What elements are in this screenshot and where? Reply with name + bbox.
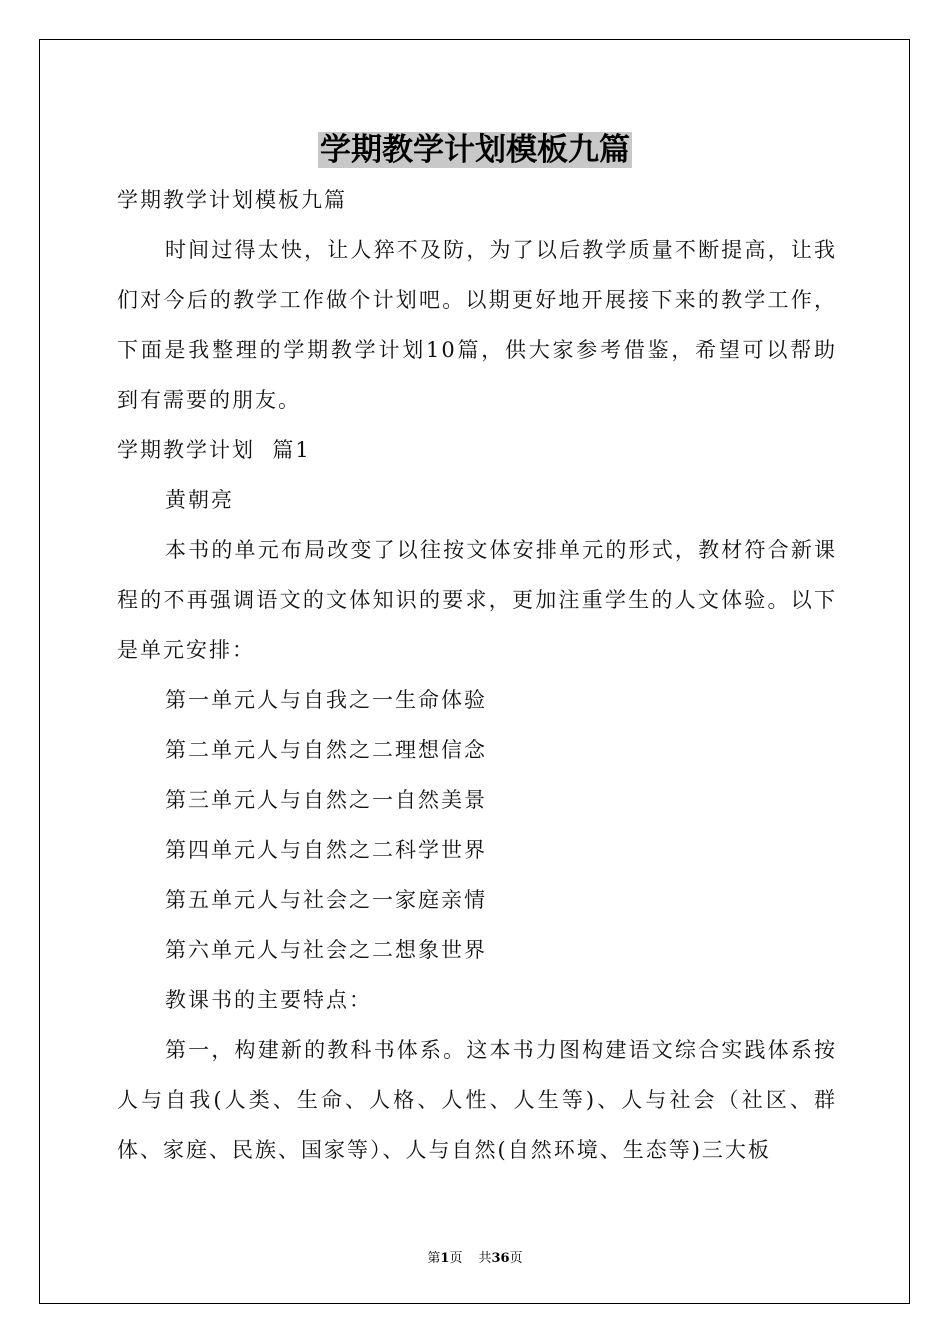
- page-footer: [0, 1247, 950, 1266]
- page-number: 1: [440, 1251, 450, 1266]
- paragraph: 第一，构建新的教科书体系。这本书力图构建语文综合实践体系按人与自我(人类、生命、人格、人性、人生等)、人与社会（社区、群体、家庭、民族、国家等）、人与自然(自然环境、生态等)三大板: [117, 1038, 837, 1162]
- document-title-text: 学期教学计划模板九篇: [320, 132, 630, 168]
- total-pages-unit: 页: [509, 1251, 523, 1266]
- total-pages-prefix: 共: [478, 1251, 492, 1266]
- unit-item: 第二单元人与自然之二理想信念: [165, 738, 487, 762]
- unit-item: 第六单元人与社会之二想象世界: [165, 938, 487, 962]
- page-number-prefix: 第: [427, 1251, 441, 1266]
- document-body: [117, 175, 837, 1175]
- paragraph: 教课书的主要特点：: [165, 988, 372, 1012]
- author-line: 黄朝亮: [165, 488, 234, 512]
- paragraph: 本书的单元布局改变了以往按文体安排单元的形式，教材符合新课程的不再强调语文的文体知识的要求，更加注重学生的人文体验。以下是单元安排：: [117, 538, 837, 662]
- unit-item: 第一单元人与自我之一生命体验: [165, 688, 487, 712]
- unit-item: 第三单元人与自然之一自然美景: [165, 788, 487, 812]
- document-title: [0, 128, 950, 172]
- page-number-unit: 页: [449, 1251, 463, 1266]
- paragraph: 时间过得太快，让人猝不及防，为了以后教学质量不断提高，让我们对今后的教学工作做个计划吧。以期更好地开展接下来的教学工作，下面是我整理的学期教学计划10篇，供大家参考借鉴，希望可以帮助到有需要的朋友。: [117, 238, 837, 412]
- total-pages: 36: [491, 1251, 510, 1266]
- section-heading: 学期教学计划 篇1: [117, 438, 311, 462]
- paragraph: 学期教学计划模板九篇: [117, 188, 347, 212]
- unit-item: 第五单元人与社会之一家庭亲情: [165, 888, 487, 912]
- unit-item: 第四单元人与自然之二科学世界: [165, 838, 487, 862]
